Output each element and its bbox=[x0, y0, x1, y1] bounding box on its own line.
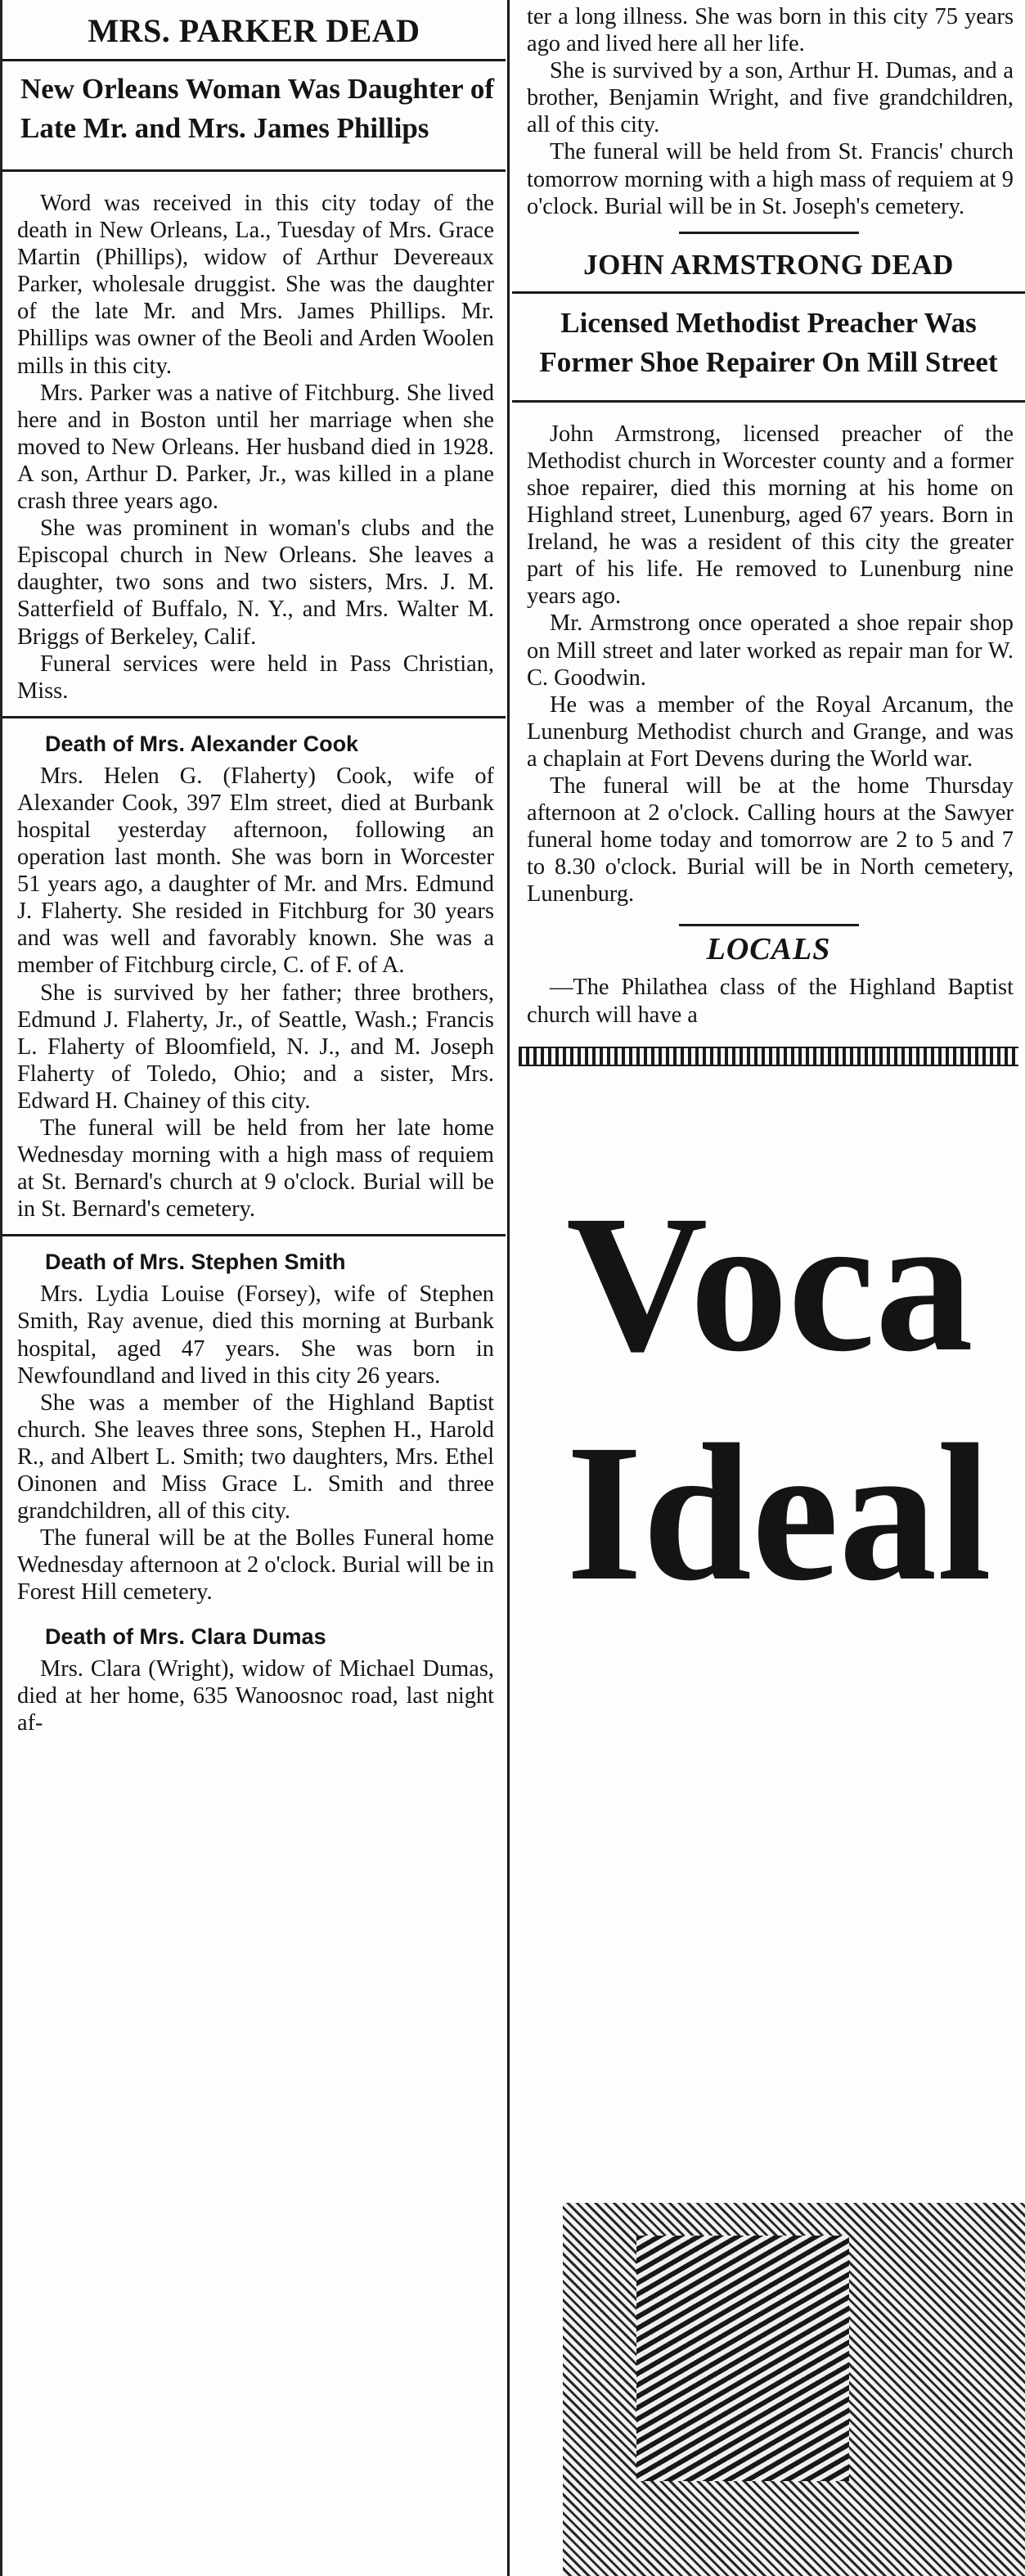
right-column bbox=[512, 0, 1025, 2576]
left-column bbox=[0, 0, 506, 2576]
armstrong-deck: Licensed Methodist Preacher Was Former Shoe Repairer On Mill Street bbox=[539, 306, 998, 378]
locals-column bbox=[512, 974, 1025, 1028]
locals-heading: LOCALS bbox=[706, 932, 831, 967]
headline-rule bbox=[2, 59, 506, 61]
dumas-article-continued bbox=[512, 3, 1025, 220]
ad-headline-line2: Ideal bbox=[566, 1403, 992, 1621]
cook-subhead: Death of Mrs. Alexander Cook bbox=[45, 731, 359, 756]
article-paragraph: He was a member of the Royal Arcanum, the Lunenburg Methodist church and Grange, and was a chaplain at Fort Devens during the World war. bbox=[527, 691, 1014, 772]
article-paragraph: —The Philathea class of the Highland Baptist church will have a bbox=[527, 975, 1014, 1028]
parker-headline: MRS. PARKER DEAD bbox=[88, 12, 420, 49]
section-rule bbox=[2, 716, 506, 718]
cook-article bbox=[2, 763, 506, 1223]
armstrong-headline: JOHN ARMSTRONG DEAD bbox=[583, 248, 954, 281]
article-paragraph: She was a member of the Highland Baptist church. She leaves three sons, Stephen H., Harold R., and Albert L. Smith; two daughters, Mrs. Ethel Oinonen and Miss Grace L. Smith and three grandchildren, all of this city. bbox=[17, 1389, 494, 1524]
ad-headline-line1: Voca bbox=[566, 1173, 973, 1392]
armstrong-article bbox=[512, 421, 1025, 908]
article-paragraph: Mrs. Lydia Louise (Forsey), wife of Stephen Smith, Ray avenue, died this morning at Burbank hospital, aged 47 years. She was born in Newfoundland and lived in this city 26 years. bbox=[17, 1281, 494, 1389]
section-rule bbox=[2, 169, 506, 172]
ad-border bbox=[519, 1047, 1018, 1066]
smith-article bbox=[2, 1281, 506, 1605]
article-paragraph: The funeral will be held from her late home Wednesday morning with a high mass of requiem at St. Bernard's church at 9 o'clock. Burial will be in St. Bernard's cemetery. bbox=[17, 1115, 494, 1223]
section-rule bbox=[2, 1234, 506, 1236]
article-paragraph: She is survived by her father; three brothers, Edmund J. Flaherty, Jr., of Seattle, Wash.; Francis L. Flaherty of Bloomfield, N. J., and M. Joseph Flaherty of Toledo, Ohio; and a sister, Mrs. Edward H. Chainey of this city. bbox=[17, 980, 494, 1114]
short-rule bbox=[679, 924, 859, 926]
article-paragraph: The funeral will be at the Bolles Funeral home Wednesday afternoon at 2 o'clock. Burial will be in Forest Hill cemetery. bbox=[17, 1525, 494, 1605]
article-paragraph: Mrs. Clara (Wright), widow of Michael Dumas, died at her home, 635 Wanoosnoc road, last night af- bbox=[17, 1655, 494, 1736]
article-paragraph: Word was received in this city today of the death in New Orleans, La., Tuesday of Mrs. Grace Martin (Phillips), widow of Arthur Devereaux Parker, wholesale druggist. She was the daughter of the late Mr. and Mrs. James Phillips. Mr. Phillips was owner of the Beoli and Arden Woolen mills in this city. bbox=[17, 191, 494, 379]
short-rule bbox=[679, 232, 859, 234]
headline-rule bbox=[512, 291, 1025, 294]
article-paragraph: The funeral will be at the home Thursday afternoon at 2 o'clock. Calling hours at the Sawyer funeral home today and tomorrow are 2 to 5 and 7 to 8.30 o'clock. Burial will be in North cemetery, Lunenburg. bbox=[527, 772, 1014, 907]
article-paragraph: John Armstrong, licensed preacher of the Methodist church in Worcester county and a former shoe repairer, died this morning at his home on Highland street, Lunenburg, aged 67 years. Born in Ireland, he was a resident of this city the greater part of his life. He removed to Lunenburg nine years ago. bbox=[527, 421, 1014, 610]
ad-halftone-photo bbox=[563, 2203, 1025, 2576]
article-paragraph: Funeral services were held in Pass Christian, Miss. bbox=[17, 651, 494, 704]
article-paragraph: She is survived by a son, Arthur H. Dumas, and a brother, Benjamin Wright, and five grandchildren, all of this city. bbox=[527, 58, 1014, 138]
dumas-article bbox=[2, 1655, 506, 1736]
article-paragraph: The funeral will be held from St. Francis' church tomorrow morning with a high mass of requiem at 9 o'clock. Burial will be in St. Joseph's cemetery. bbox=[527, 139, 1014, 219]
parker-article bbox=[2, 190, 506, 705]
section-rule bbox=[512, 400, 1025, 403]
article-paragraph: Mrs. Helen G. (Flaherty) Cook, wife of Alexander Cook, 397 Elm street, died at Burbank hospital yesterday afternoon, following an operation last month. She was born in Worcester 51 years ago, a daughter of Mr. and Mrs. Edmund J. Flaherty. She resided in Fitchburg for 30 years and was well and favorably known. She was a member of Fitchburg circle, C. of F. of A. bbox=[17, 763, 494, 979]
smith-subhead: Death of Mrs. Stephen Smith bbox=[45, 1250, 346, 1275]
article-paragraph: She was prominent in woman's clubs and the Episcopal church in New Orleans. She leaves a daughter, two sons and two sisters, Mrs. J. M. Satterfield of Buffalo, N. Y., and Mrs. Walter M. Briggs of Berkeley, Calif. bbox=[17, 516, 494, 650]
article-paragraph: ter a long illness. She was born in this city 75 years ago and lived here all her life. bbox=[527, 4, 1014, 57]
article-paragraph: Mrs. Parker was a native of Fitchburg. She lived here and in Boston until her marriage when she moved to New Orleans. Her husband died in 1928. A son, Arthur D. Parker, Jr., was killed in a plane crash three years ago. bbox=[17, 380, 494, 515]
dumas-subhead: Death of Mrs. Clara Dumas bbox=[45, 1624, 326, 1649]
parker-deck: New Orleans Woman Was Daughter of Late Mr. and Mrs. James Phillips bbox=[20, 73, 494, 144]
article-paragraph: Mr. Armstrong once operated a shoe repair shop on Mill street and later worked as repair man for W. C. Goodwin. bbox=[527, 610, 1014, 691]
column-divider bbox=[507, 0, 510, 2576]
